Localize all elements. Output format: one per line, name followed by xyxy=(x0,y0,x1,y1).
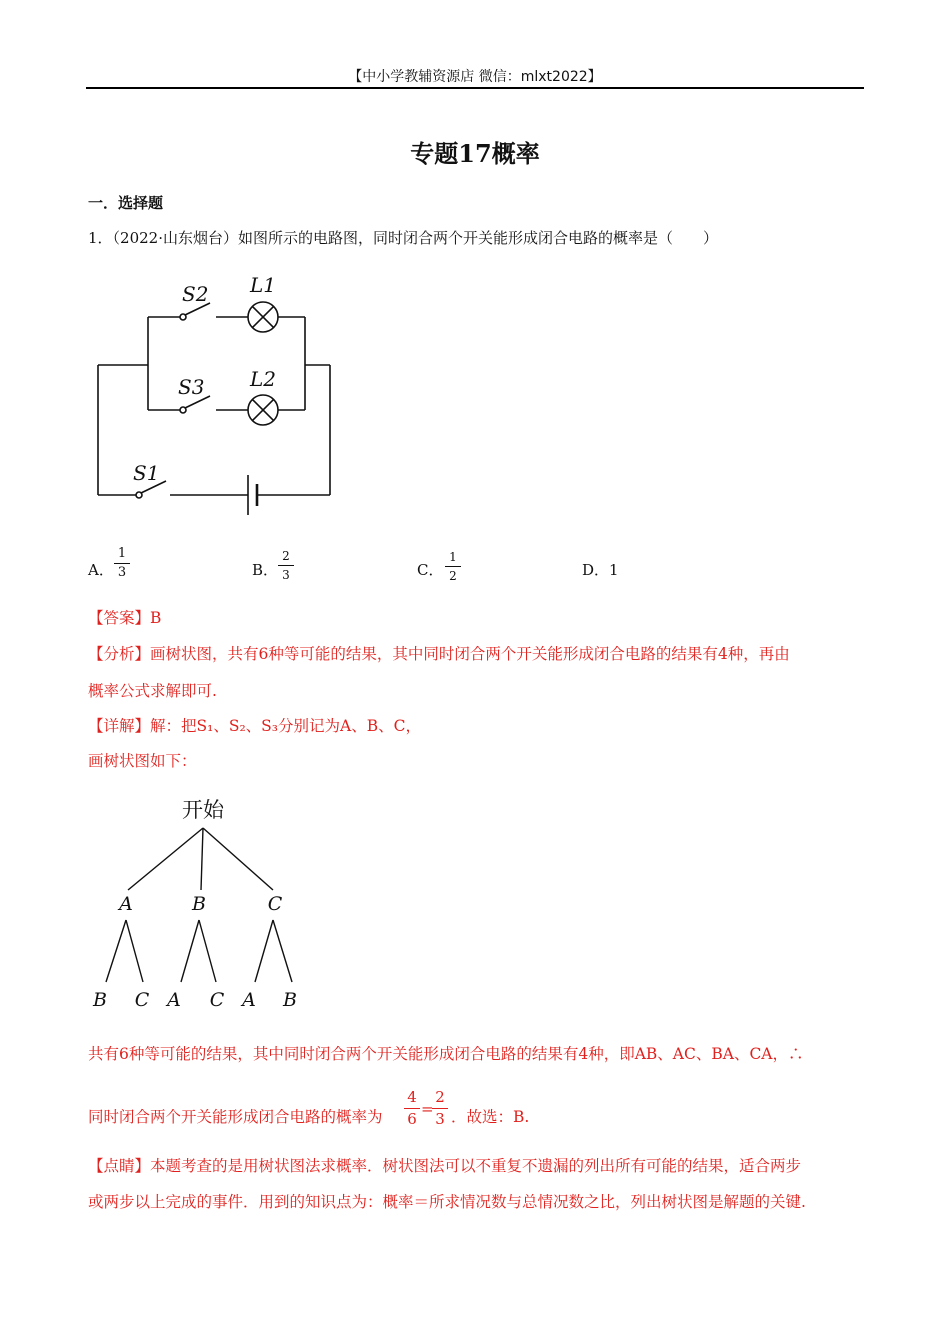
option-b xyxy=(252,559,278,580)
detail-tag: 【详解】 xyxy=(88,717,151,735)
lamp-l1-icon xyxy=(248,302,278,332)
circuit-diagram xyxy=(90,262,340,524)
result-fraction-2-numerator: 2 xyxy=(435,1088,445,1106)
comment-tag: 【点睛】 xyxy=(88,1157,151,1175)
analysis-text: 画树状图，共有6种等可能的结果，其中同时闭合两个开关能形成闭合电路的结果有4种，再由 xyxy=(150,645,790,663)
comment-text: 本题考查的是用树状图法求概率．树状图法可以不重复不遗漏的列出所有可能的结果，适合两步 xyxy=(150,1157,802,1175)
option-a-denominator: 3 xyxy=(117,565,127,580)
page-header: 【中小学教辅资源店 微信：mlxt2022】 xyxy=(348,69,602,85)
question-number: 1． xyxy=(88,229,113,247)
option-a-fraction xyxy=(114,546,130,581)
option-c xyxy=(417,559,443,580)
result-fraction-1-denominator: 6 xyxy=(407,1110,417,1128)
option-c-numerator: 1 xyxy=(449,550,457,564)
tree-leaf: A xyxy=(242,989,256,1011)
result-equals: = xyxy=(421,1100,434,1118)
tree-leaf: C xyxy=(209,989,225,1011)
detail-line-2: 画树状图如下： xyxy=(88,752,197,770)
option-b-label: B． xyxy=(252,561,279,579)
comment-line-1 xyxy=(88,1154,801,1176)
analysis-tag: 【分析】 xyxy=(88,645,151,663)
result-fraction-2 xyxy=(432,1088,448,1129)
analysis-line-2: 概率公式求解即可. xyxy=(88,682,217,700)
page-title: 专题17概率 xyxy=(410,139,540,168)
answer-tag: 【答案】 xyxy=(88,609,151,627)
option-d-label: D． xyxy=(582,561,610,579)
option-a xyxy=(88,559,114,580)
detail-text: 解：把S₁、S₂、S₃分别记为A、B、C， xyxy=(150,717,421,735)
option-a-label: A． xyxy=(88,561,114,579)
tree-leaf: C xyxy=(134,989,150,1011)
result-fraction-1-numerator: 4 xyxy=(407,1088,417,1106)
option-c-label: C． xyxy=(417,561,444,579)
tree-leaf: B xyxy=(93,989,107,1011)
detail-line-1 xyxy=(88,714,421,736)
tree-leaf: A xyxy=(167,989,181,1011)
tree-root: 开始 xyxy=(182,798,224,822)
switch-label-s1: S1 xyxy=(133,461,160,485)
option-b-denominator: 3 xyxy=(282,568,290,582)
answer-value: B xyxy=(150,609,162,627)
comment-line-2: 或两步以上完成的事件．用到的知识点为：概率＝所求情况数与总情况数之比，列出树状图是解题的关键. xyxy=(88,1193,806,1211)
tree-diagram xyxy=(88,790,318,1020)
question-text: （2022·山东烟台）如图所示的电路图，同时闭合两个开关能形成闭合电路的概率是（ ） xyxy=(112,229,718,247)
answer-line xyxy=(88,606,161,628)
result-fraction-1 xyxy=(404,1088,420,1129)
analysis-line-1 xyxy=(88,642,790,664)
result-line-2-suffix: ．故选：B. xyxy=(451,1108,530,1126)
option-b-fraction xyxy=(278,548,294,583)
result-fraction-2-denominator: 3 xyxy=(435,1110,445,1128)
tree-node-c: C xyxy=(267,893,283,915)
option-c-fraction xyxy=(445,549,461,584)
section-heading: 一．选择题 xyxy=(88,194,164,212)
result-line-1: 共有6种等可能的结果，其中同时闭合两个开关能形成闭合电路的结果有4种，即AB、AC、BA、CA，∴ xyxy=(88,1045,804,1063)
option-d xyxy=(582,559,619,580)
result-line-2-prefix: 同时闭合两个开关能形成闭合电路的概率为 xyxy=(88,1108,383,1126)
option-c-denominator: 2 xyxy=(449,569,457,583)
switch-label-s3: S3 xyxy=(178,375,205,399)
question-1 xyxy=(88,227,718,248)
lamp-l2-icon xyxy=(248,395,278,425)
option-b-numerator: 2 xyxy=(282,549,290,563)
tree-node-a: A xyxy=(119,893,133,915)
tree-node-b: B xyxy=(192,893,206,915)
header-rule xyxy=(86,87,864,89)
option-d-value: 1 xyxy=(609,561,619,579)
option-a-numerator: 1 xyxy=(117,546,127,561)
tree-leaf: B xyxy=(283,989,297,1011)
lamp-label-l1: L1 xyxy=(250,273,277,297)
switch-label-s2: S2 xyxy=(182,282,209,306)
lamp-label-l2: L2 xyxy=(250,367,277,391)
